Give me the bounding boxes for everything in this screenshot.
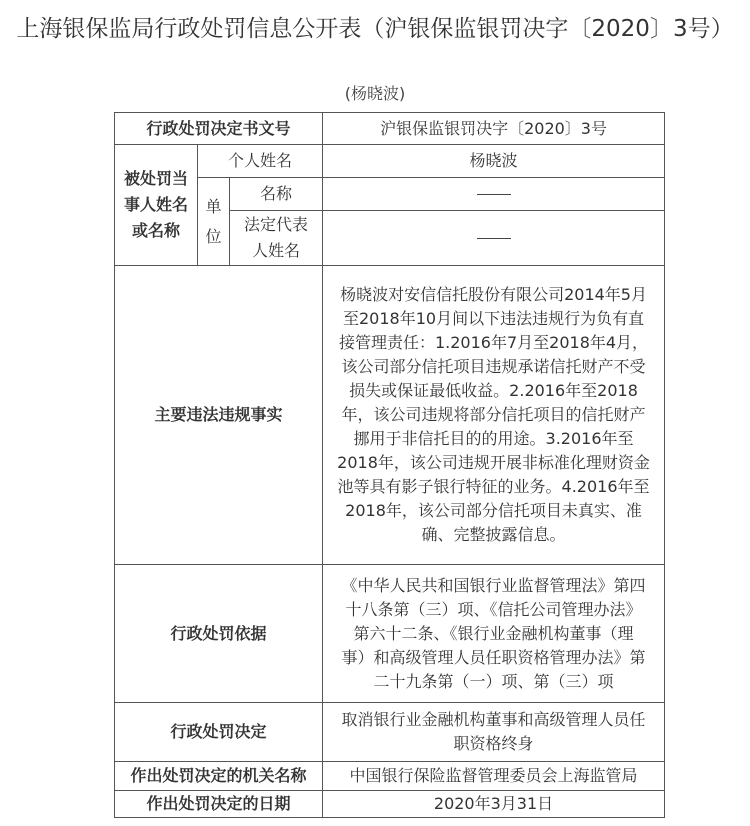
row-individual-name (115, 145, 665, 178)
legal-rep-label (230, 211, 323, 266)
basis-line: 事）和高级管理人员任职资格管理办法》第 (341, 647, 646, 667)
basis-line: 二十九条第（一）项、第（三）项 (373, 671, 614, 691)
decision-line: 取消银行业金融机构董事和高级管理人员任 (341, 710, 646, 729)
facts-line: 杨晓波对安信信托股份有限公司2014年5月 (340, 285, 647, 304)
individual-name-value: 杨晓波 (323, 145, 665, 178)
facts-line: 2018年，该公司违规开展非标准化理财资金 (337, 453, 650, 472)
facts-label: 主要违法违规事实 (115, 266, 323, 565)
row-date (115, 791, 665, 818)
facts-line: 挪用于非信托目的的用途。3.2016年至 (353, 429, 634, 448)
row-authority (115, 762, 665, 791)
basis-line: 第六十二条、《银行业金融机构董事（理 (353, 623, 634, 643)
decision-label: 行政处罚决定 (115, 703, 323, 762)
facts-line: 该公司部分信托项目违规承诺信托财产不受 (341, 357, 646, 376)
decision-line: 职资格终身 (453, 734, 534, 753)
row-decision-number (115, 113, 665, 145)
party-label-line: 事人姓名 (123, 195, 188, 214)
legal-rep-value (323, 211, 665, 266)
penalty-info-table (114, 112, 665, 818)
row-basis (115, 565, 665, 703)
row-unit-name (115, 178, 665, 211)
decision-number-label: 行政处罚决定书文号 (115, 113, 323, 145)
page-title: 上海银保监局行政处罚信息公开表（沪银保监银罚决字〔2020〕3号） (16, 16, 734, 42)
facts-line: 确、完整披露信息。 (421, 525, 566, 544)
unit-label-line: 单 (205, 196, 222, 216)
unit-label-line: 位 (205, 226, 222, 246)
legal-rep-label-line: 法定代表 (244, 215, 309, 234)
facts-line: 2018年，该公司部分信托项目未真实、准 (345, 501, 642, 520)
facts-line: 至2018年10月间以下违法违规行为负有直 (342, 309, 645, 328)
party-label-line: 被处罚当 (123, 169, 188, 188)
basis-line: 十八条第（三）项、《信托公司管理办法》 (345, 599, 642, 619)
empty-dash (477, 238, 511, 239)
decision-value (323, 703, 665, 762)
facts-line: 年，该公司违规将部分信托项目的信托财产 (341, 405, 646, 424)
unit-name-value (323, 178, 665, 211)
basis-label: 行政处罚依据 (115, 565, 323, 703)
page-subtitle: (杨晓波) (344, 84, 406, 103)
authority-value: 中国银行保险监督管理委员会上海监管局 (323, 762, 665, 791)
basis-line: 《中华人民共和国银行业监督管理法》第四 (341, 575, 646, 595)
authority-label: 作出处罚决定的机关名称 (115, 762, 323, 791)
row-decision (115, 703, 665, 762)
facts-line: 接管理责任：1.2016年7月至2018年4月， (338, 333, 649, 352)
unit-name-label: 名称 (230, 178, 323, 211)
facts-line: 池等具有影子银行特征的业务。4.2016年至 (337, 477, 650, 496)
date-label: 作出处罚决定的日期 (115, 791, 323, 818)
empty-dash (477, 194, 511, 195)
party-label-line: 或名称 (131, 221, 180, 240)
unit-label (198, 178, 230, 266)
decision-number-value: 沪银保监银罚决字〔2020〕3号 (323, 113, 665, 145)
row-facts (115, 266, 665, 565)
date-value: 2020年3月31日 (323, 791, 665, 818)
facts-line: 损失或保证最低收益。2.2016年至2018 (349, 381, 638, 400)
basis-value (323, 565, 665, 703)
legal-rep-label-line: 人姓名 (252, 241, 301, 260)
facts-value (323, 266, 665, 565)
party-label (115, 145, 198, 266)
individual-name-label: 个人姓名 (198, 145, 323, 178)
